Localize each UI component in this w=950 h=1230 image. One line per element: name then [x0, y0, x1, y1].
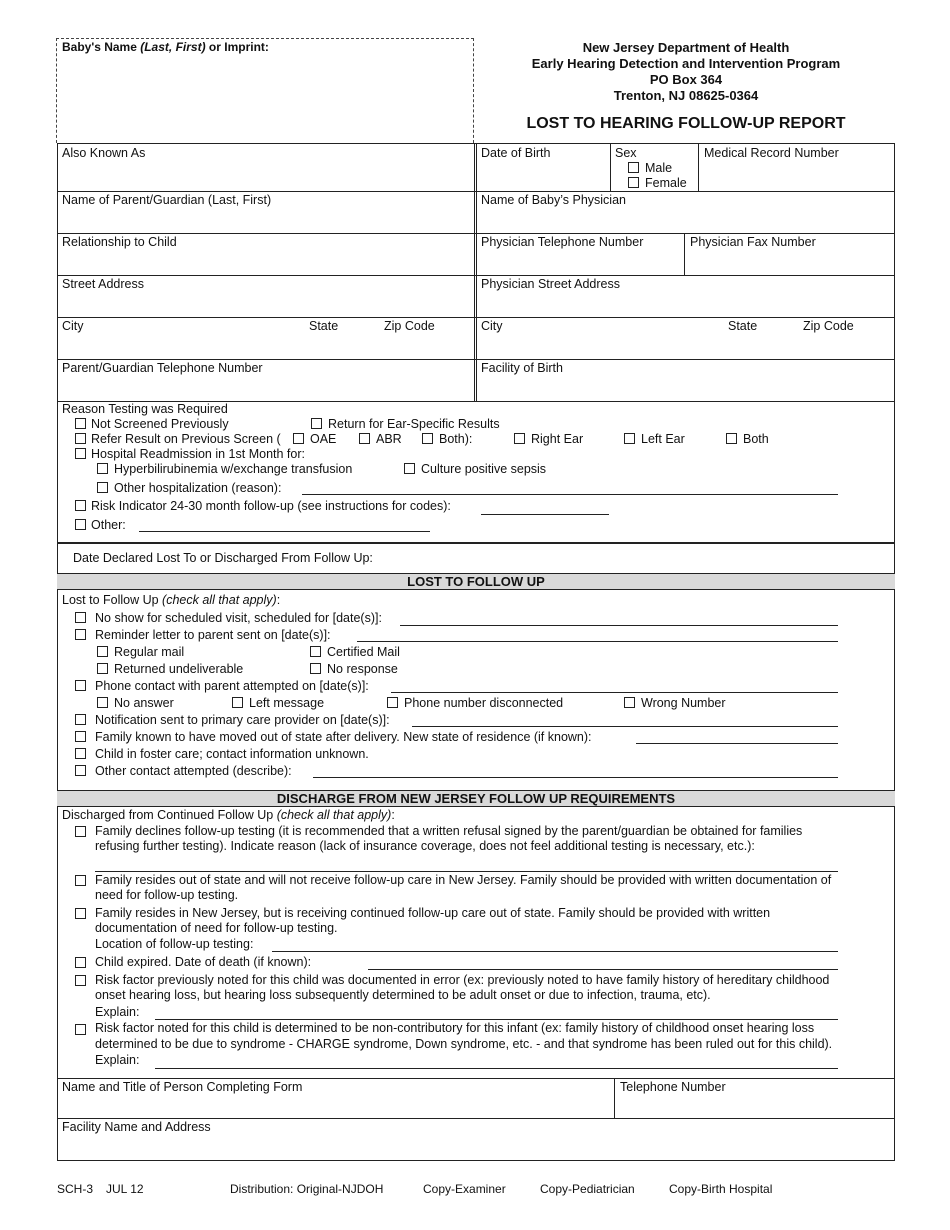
- zip-field[interactable]: Zip Code: [384, 319, 435, 333]
- physician-zip-field[interactable]: Zip Code: [803, 319, 854, 333]
- explain-label: Explain:: [95, 1005, 140, 1019]
- physician-name-field[interactable]: Name of Baby’s Physician: [481, 193, 626, 207]
- abr-label: ABR: [376, 432, 402, 446]
- phone-contact-label: Phone contact with parent attempted on [date(s)]:: [95, 679, 369, 693]
- name-title-field[interactable]: Name and Title of Person Completing Form: [62, 1080, 303, 1094]
- location-line[interactable]: [272, 951, 838, 952]
- physician-phone-field[interactable]: Physician Telephone Number: [481, 235, 644, 249]
- male-checkbox[interactable]: [628, 162, 639, 173]
- phone-contact-line[interactable]: [391, 692, 838, 693]
- both-ears-label: Both: [743, 432, 769, 446]
- reason-other-checkbox[interactable]: [75, 519, 86, 530]
- po-box: PO Box 364: [649, 72, 723, 87]
- program-name: Early Hearing Detection and Intervention Program: [531, 56, 841, 71]
- moved-line[interactable]: [636, 743, 838, 744]
- foster-label: Child in foster care; contact information unknown.: [95, 747, 369, 761]
- noncontrib-label-1: Risk factor noted for this child is determined to be non-contributory for this infant (ex: family history of childhood onset hearing loss: [95, 1021, 815, 1035]
- both-method-label: Both):: [439, 432, 473, 446]
- sex-label: Sex: [615, 146, 637, 160]
- risk-indicator-label: Risk Indicator 24-30 month follow-up (see instructions for codes):: [91, 499, 451, 513]
- declines-checkbox[interactable]: [75, 826, 86, 837]
- location-label: Location of follow-up testing:: [95, 937, 254, 951]
- discharge-heading: Discharged from Continued Follow Up (check all that apply):: [62, 808, 395, 822]
- right-ear-checkbox[interactable]: [514, 433, 525, 444]
- no-show-label: No show for scheduled visit, scheduled for [date(s)]:: [95, 611, 382, 625]
- expired-checkbox[interactable]: [75, 957, 86, 968]
- left-message-checkbox[interactable]: [232, 697, 243, 708]
- dept-name: New Jersey Department of Health: [582, 40, 790, 55]
- declines-label-1: Family declines follow-up testing (it is recommended that a written refusal signed by the parent/guardian be obtained for families: [95, 824, 803, 838]
- expired-label: Child expired. Date of death (if known):: [95, 955, 312, 969]
- error-checkbox[interactable]: [75, 975, 86, 986]
- facility-field[interactable]: Facility Name and Address: [62, 1120, 211, 1134]
- parent-name-field[interactable]: Name of Parent/Guardian (Last, First): [62, 193, 272, 207]
- wrong-number-checkbox[interactable]: [624, 697, 635, 708]
- dob-field[interactable]: Date of Birth: [481, 146, 551, 160]
- female-checkbox[interactable]: [628, 177, 639, 188]
- male-label: Male: [645, 161, 673, 175]
- notification-line[interactable]: [412, 726, 838, 727]
- state-field[interactable]: State: [309, 319, 339, 333]
- readmission-checkbox[interactable]: [75, 448, 86, 459]
- oae-checkbox[interactable]: [293, 433, 304, 444]
- return-ear-label: Return for Ear-Specific Results: [328, 417, 500, 431]
- nj-resides-label-2: documentation of need for follow-up testing.: [95, 921, 338, 935]
- expired-line[interactable]: [368, 969, 838, 970]
- nj-resides-checkbox[interactable]: [75, 908, 86, 919]
- physician-state-field[interactable]: State: [728, 319, 758, 333]
- disconnected-label: Phone number disconnected: [404, 696, 564, 710]
- explain2-label: Explain:: [95, 1053, 140, 1067]
- other-contact-checkbox[interactable]: [75, 765, 86, 776]
- other-contact-line[interactable]: [313, 777, 838, 778]
- no-answer-checkbox[interactable]: [97, 697, 108, 708]
- culture-sepsis-checkbox[interactable]: [404, 463, 415, 474]
- also-known-as-field[interactable]: Also Known As: [62, 146, 146, 160]
- physician-city-field[interactable]: City: [481, 319, 503, 333]
- left-ear-label: Left Ear: [641, 432, 685, 446]
- distribution-original: Distribution: Original-NJDOH: [230, 1182, 384, 1196]
- reason-other-line[interactable]: [139, 531, 430, 532]
- form-date: JUL 12: [106, 1182, 144, 1196]
- risk-indicator-checkbox[interactable]: [75, 500, 86, 511]
- reminder-checkbox[interactable]: [75, 629, 86, 640]
- right-ear-label: Right Ear: [531, 432, 584, 446]
- nj-resides-label-1: Family resides in New Jersey, but is receiving continued follow-up care out of state. Family should be provided with written: [95, 906, 771, 920]
- street-address-field[interactable]: Street Address: [62, 277, 144, 291]
- phone-contact-checkbox[interactable]: [75, 680, 86, 691]
- readmission-label: Hospital Readmission in 1st Month for:: [91, 447, 305, 461]
- city-field[interactable]: City: [62, 319, 84, 333]
- reason-other-label: Other:: [91, 518, 126, 532]
- certified-mail-checkbox[interactable]: [310, 646, 321, 657]
- no-response-label: No response: [327, 662, 398, 676]
- other-contact-label: Other contact attempted (describe):: [95, 764, 292, 778]
- error-label-2: onset hearing loss, but hearing loss subsequently determined to be adult onset or due to infection, trauma, etc).: [95, 988, 711, 1002]
- distribution-pediatrician: Copy-Pediatrician: [540, 1182, 635, 1196]
- no-answer-label: No answer: [114, 696, 174, 710]
- regular-mail-checkbox[interactable]: [97, 646, 108, 657]
- physician-street-field[interactable]: Physician Street Address: [481, 277, 620, 291]
- declines-line[interactable]: [95, 871, 838, 872]
- other-hosp-checkbox[interactable]: [97, 482, 108, 493]
- left-message-label: Left message: [249, 696, 325, 710]
- certified-mail-label: Certified Mail: [327, 645, 400, 659]
- explain-line[interactable]: [155, 1019, 838, 1020]
- form-id: SCH-3: [57, 1182, 94, 1196]
- reminder-label: Reminder letter to parent sent on [date(s)]:: [95, 628, 331, 642]
- form-title: LOST TO HEARING FOLLOW-UP REPORT: [526, 115, 846, 132]
- wrong-number-label: Wrong Number: [641, 696, 726, 710]
- baby-name-label: Baby's Name (Last, First) or Imprint:: [62, 40, 269, 54]
- refer-result-label: Refer Result on Previous Screen (: [91, 432, 281, 446]
- not-screened-label: Not Screened Previously: [91, 417, 229, 431]
- relationship-field[interactable]: Relationship to Child: [62, 235, 177, 249]
- culture-sepsis-label: Culture positive sepsis: [421, 462, 547, 476]
- female-label: Female: [645, 176, 687, 190]
- out-of-state-checkbox[interactable]: [75, 875, 86, 886]
- distribution-examiner: Copy-Examiner: [423, 1182, 506, 1196]
- explain2-line[interactable]: [155, 1068, 838, 1069]
- date-declared-field[interactable]: Date Declared Lost To or Discharged From Follow Up:: [73, 551, 373, 565]
- city-address: Trenton, NJ 08625-0364: [613, 88, 759, 103]
- telephone-field[interactable]: Telephone Number: [620, 1080, 726, 1094]
- foster-checkbox[interactable]: [75, 748, 86, 759]
- not-screened-checkbox[interactable]: [75, 418, 86, 429]
- reminder-line[interactable]: [357, 641, 838, 642]
- notification-label: Notification sent to primary care provider on [date(s)]:: [95, 713, 390, 727]
- returned-checkbox[interactable]: [97, 663, 108, 674]
- other-hosp-label: Other hospitalization (reason):: [114, 481, 282, 495]
- out-of-state-label-1: Family resides out of state and will not receive follow-up care in New Jersey. Family should be provided with written documentation of: [95, 873, 832, 887]
- regular-mail-label: Regular mail: [114, 645, 185, 659]
- abr-checkbox[interactable]: [359, 433, 370, 444]
- facility-birth-field[interactable]: Facility of Birth: [481, 361, 563, 375]
- other-hosp-line[interactable]: [302, 494, 838, 495]
- reason-heading: Reason Testing was Required: [62, 402, 228, 416]
- no-response-checkbox[interactable]: [310, 663, 321, 674]
- hyperbili-checkbox[interactable]: [97, 463, 108, 474]
- notification-checkbox[interactable]: [75, 714, 86, 725]
- both-method-checkbox[interactable]: [422, 433, 433, 444]
- error-label-1: Risk factor previously noted for this child was documented in error (ex: previously noted to have family history of hereditary childhood: [95, 973, 830, 987]
- lost-section-bar: LOST TO FOLLOW UP: [57, 573, 895, 590]
- oae-label: OAE: [310, 432, 337, 446]
- parent-phone-field[interactable]: Parent/Guardian Telephone Number: [62, 361, 263, 375]
- out-of-state-label-2: need for follow-up testing.: [95, 888, 239, 902]
- mrn-field[interactable]: Medical Record Number: [704, 146, 839, 160]
- declines-label-2: refusing further testing). Indicate reason (lack of insurance coverage, does not feel additional testing is necessary, etc.):: [95, 839, 755, 853]
- refer-result-checkbox[interactable]: [75, 433, 86, 444]
- physician-fax-field[interactable]: Physician Fax Number: [690, 235, 816, 249]
- noncontrib-label-2: determined to be due to syndrome - CHARGE syndrome, Down syndrome, etc. - and that syndrome has been ruled out for this child).: [95, 1037, 833, 1051]
- hyperbili-label: Hyperbilirubinemia w/exchange transfusion: [114, 462, 353, 476]
- both-ears-checkbox[interactable]: [726, 433, 737, 444]
- moved-label: Family known to have moved out of state after delivery. New state of residence (if known):: [95, 730, 592, 744]
- noncontrib-checkbox[interactable]: [75, 1024, 86, 1035]
- no-show-checkbox[interactable]: [75, 612, 86, 623]
- risk-indicator-line[interactable]: [481, 514, 609, 515]
- distribution-hospital: Copy-Birth Hospital: [669, 1182, 773, 1196]
- return-ear-checkbox[interactable]: [311, 418, 322, 429]
- left-ear-checkbox[interactable]: [624, 433, 635, 444]
- returned-label: Returned undeliverable: [114, 662, 244, 676]
- disconnected-checkbox[interactable]: [387, 697, 398, 708]
- no-show-line[interactable]: [400, 625, 838, 626]
- discharge-section-bar: DISCHARGE FROM NEW JERSEY FOLLOW UP REQUIREMENTS: [57, 790, 895, 807]
- moved-checkbox[interactable]: [75, 731, 86, 742]
- lost-heading: Lost to Follow Up (check all that apply):: [62, 593, 281, 607]
